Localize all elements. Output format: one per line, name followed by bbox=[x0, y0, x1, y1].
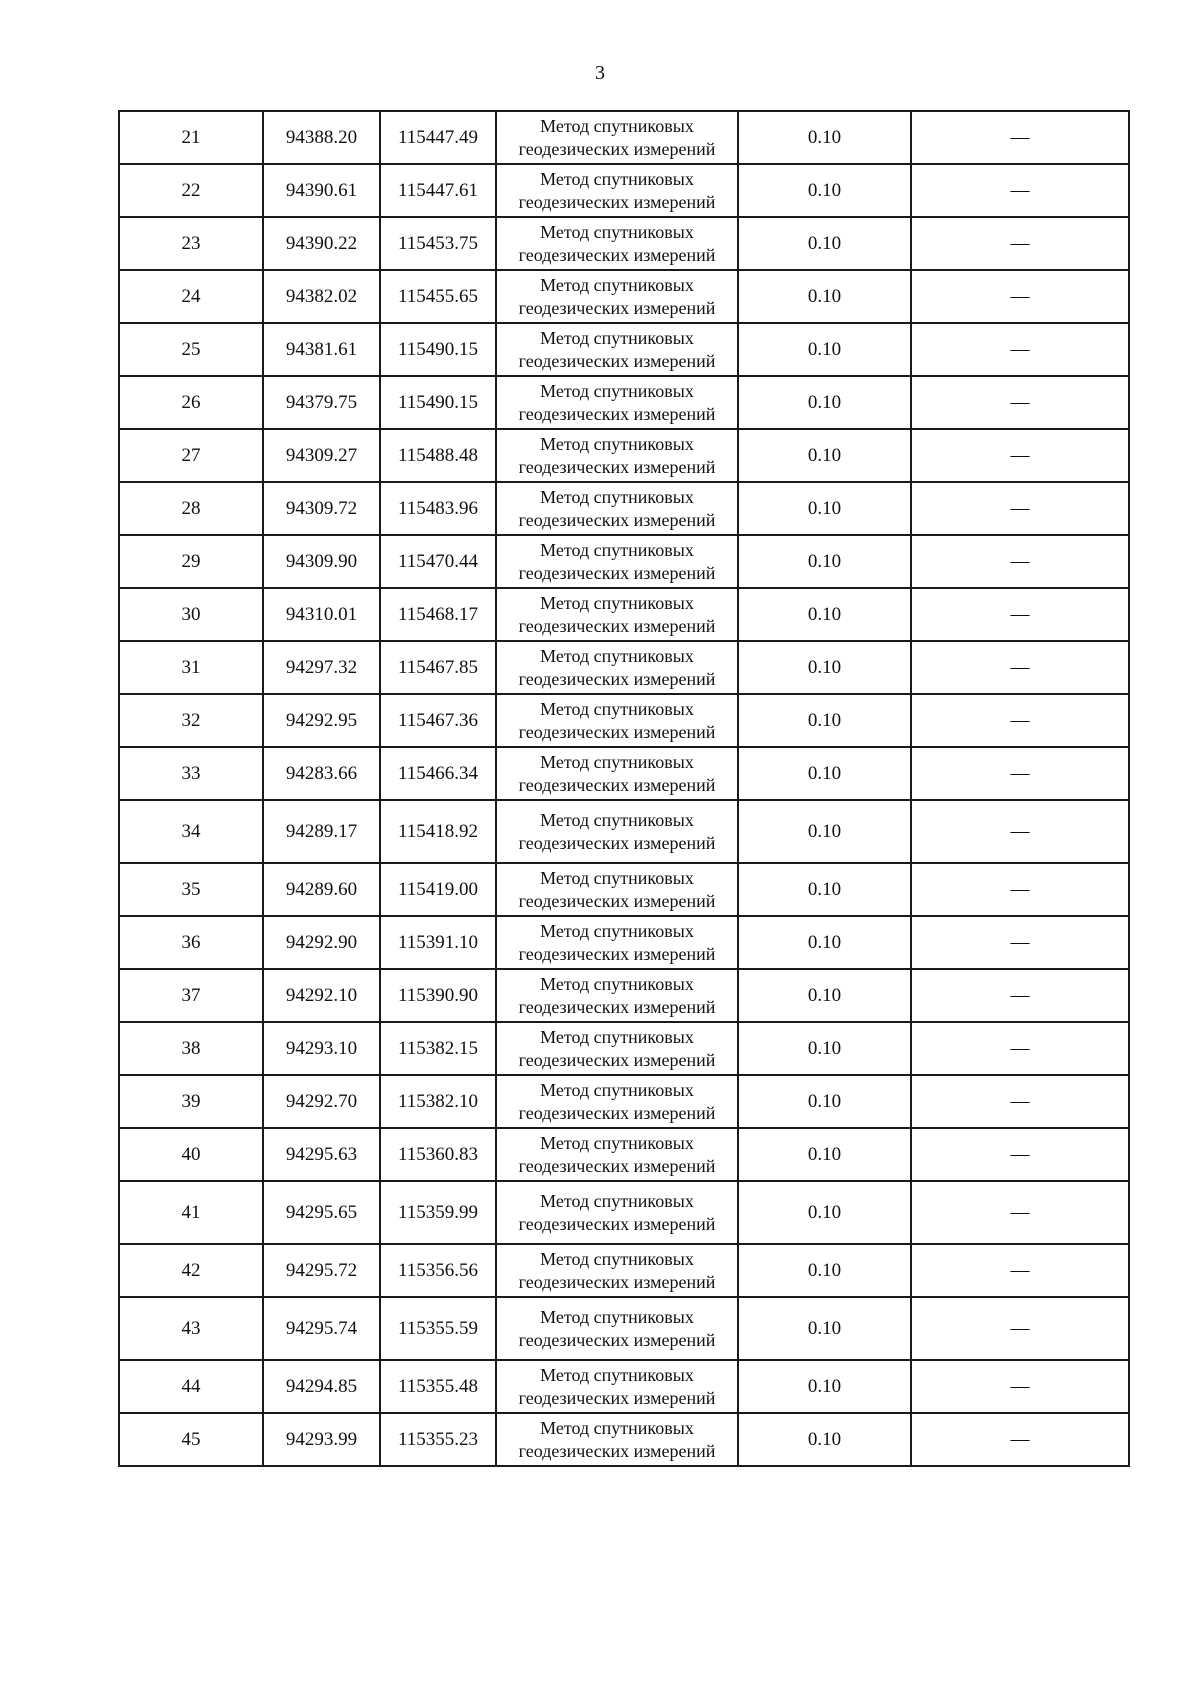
note: — bbox=[911, 270, 1129, 323]
method-line-1: Метод спутниковых bbox=[540, 867, 694, 888]
method-line-1: Метод спутниковых bbox=[540, 1026, 694, 1047]
accuracy: 0.10 bbox=[738, 641, 911, 694]
method-cell bbox=[496, 1181, 738, 1244]
note: — bbox=[911, 1413, 1129, 1466]
point-number: 33 bbox=[119, 747, 263, 800]
method-line-1: Метод спутниковых bbox=[540, 433, 694, 454]
method-line-1: Метод спутниковых bbox=[540, 1132, 694, 1153]
note: — bbox=[911, 164, 1129, 217]
accuracy: 0.10 bbox=[738, 535, 911, 588]
method-line-2: геодезических измерений bbox=[518, 1387, 716, 1408]
table-row bbox=[119, 1128, 1129, 1181]
note: — bbox=[911, 916, 1129, 969]
note: — bbox=[911, 111, 1129, 164]
method-line-1: Метод спутниковых bbox=[540, 1417, 694, 1438]
coord-x: 94297.32 bbox=[263, 641, 380, 694]
table-row bbox=[119, 588, 1129, 641]
coord-y: 115467.85 bbox=[380, 641, 496, 694]
table-row bbox=[119, 111, 1129, 164]
coord-x: 94289.17 bbox=[263, 800, 380, 863]
method-line-1: Метод спутниковых bbox=[540, 380, 694, 401]
coord-y: 115355.23 bbox=[380, 1413, 496, 1466]
method-line-1: Метод спутниковых bbox=[540, 973, 694, 994]
method-line-2: геодезических измерений bbox=[518, 1049, 716, 1070]
table-row bbox=[119, 800, 1129, 863]
method-line-1: Метод спутниковых bbox=[540, 1190, 694, 1211]
coord-y: 115453.75 bbox=[380, 217, 496, 270]
coord-x: 94379.75 bbox=[263, 376, 380, 429]
coordinates-table-body bbox=[119, 111, 1129, 1466]
coord-y: 115466.34 bbox=[380, 747, 496, 800]
accuracy: 0.10 bbox=[738, 1244, 911, 1297]
coord-x: 94382.02 bbox=[263, 270, 380, 323]
method-line-2: геодезических измерений bbox=[518, 244, 716, 265]
accuracy: 0.10 bbox=[738, 323, 911, 376]
method-cell bbox=[496, 376, 738, 429]
method-line-2: геодезических измерений bbox=[518, 1329, 716, 1350]
point-number: 24 bbox=[119, 270, 263, 323]
coord-y: 115418.92 bbox=[380, 800, 496, 863]
method-line-2: геодезических измерений bbox=[518, 138, 716, 159]
note: — bbox=[911, 641, 1129, 694]
coord-x: 94292.10 bbox=[263, 969, 380, 1022]
accuracy: 0.10 bbox=[738, 588, 911, 641]
accuracy: 0.10 bbox=[738, 1360, 911, 1413]
note: — bbox=[911, 1244, 1129, 1297]
coord-y: 115382.15 bbox=[380, 1022, 496, 1075]
table-row bbox=[119, 535, 1129, 588]
method-line-2: геодезических измерений bbox=[518, 350, 716, 371]
accuracy: 0.10 bbox=[738, 270, 911, 323]
point-number: 38 bbox=[119, 1022, 263, 1075]
method-line-2: геодезических измерений bbox=[518, 615, 716, 636]
method-line-2: геодезических измерений bbox=[518, 1271, 716, 1292]
point-number: 23 bbox=[119, 217, 263, 270]
point-number: 36 bbox=[119, 916, 263, 969]
table-row bbox=[119, 1022, 1129, 1075]
coord-y: 115490.15 bbox=[380, 323, 496, 376]
accuracy: 0.10 bbox=[738, 1413, 911, 1466]
coord-y: 115455.65 bbox=[380, 270, 496, 323]
method-line-2: геодезических измерений bbox=[518, 403, 716, 424]
method-cell bbox=[496, 916, 738, 969]
coord-x: 94390.61 bbox=[263, 164, 380, 217]
point-number: 26 bbox=[119, 376, 263, 429]
accuracy: 0.10 bbox=[738, 111, 911, 164]
coord-x: 94388.20 bbox=[263, 111, 380, 164]
coordinates-table bbox=[118, 110, 1130, 1467]
point-number: 32 bbox=[119, 694, 263, 747]
note: — bbox=[911, 376, 1129, 429]
table-row bbox=[119, 164, 1129, 217]
method-cell bbox=[496, 323, 738, 376]
point-number: 25 bbox=[119, 323, 263, 376]
coord-x: 94295.63 bbox=[263, 1128, 380, 1181]
note: — bbox=[911, 1297, 1129, 1360]
method-cell bbox=[496, 1075, 738, 1128]
point-number: 28 bbox=[119, 482, 263, 535]
note: — bbox=[911, 747, 1129, 800]
method-cell bbox=[496, 863, 738, 916]
coord-y: 115355.48 bbox=[380, 1360, 496, 1413]
coord-x: 94292.95 bbox=[263, 694, 380, 747]
point-number: 45 bbox=[119, 1413, 263, 1466]
method-cell bbox=[496, 641, 738, 694]
coord-y: 115467.36 bbox=[380, 694, 496, 747]
method-line-1: Метод спутниковых bbox=[540, 327, 694, 348]
point-number: 29 bbox=[119, 535, 263, 588]
table-row bbox=[119, 1244, 1129, 1297]
coord-x: 94309.90 bbox=[263, 535, 380, 588]
note: — bbox=[911, 1360, 1129, 1413]
method-line-1: Метод спутниковых bbox=[540, 486, 694, 507]
coord-x: 94293.99 bbox=[263, 1413, 380, 1466]
method-line-2: геодезических измерений bbox=[518, 191, 716, 212]
method-line-1: Метод спутниковых bbox=[540, 115, 694, 136]
method-line-2: геодезических измерений bbox=[518, 1440, 716, 1461]
note: — bbox=[911, 1181, 1129, 1244]
coord-y: 115470.44 bbox=[380, 535, 496, 588]
accuracy: 0.10 bbox=[738, 1075, 911, 1128]
table-row bbox=[119, 747, 1129, 800]
coord-y: 115355.59 bbox=[380, 1297, 496, 1360]
coord-y: 115447.49 bbox=[380, 111, 496, 164]
accuracy: 0.10 bbox=[738, 482, 911, 535]
coord-x: 94295.72 bbox=[263, 1244, 380, 1297]
point-number: 44 bbox=[119, 1360, 263, 1413]
point-number: 42 bbox=[119, 1244, 263, 1297]
coord-x: 94390.22 bbox=[263, 217, 380, 270]
point-number: 41 bbox=[119, 1181, 263, 1244]
method-line-2: геодезических измерений bbox=[518, 996, 716, 1017]
method-line-2: геодезических измерений bbox=[518, 1102, 716, 1123]
table-row bbox=[119, 1297, 1129, 1360]
method-line-2: геодезических измерений bbox=[518, 509, 716, 530]
method-line-1: Метод спутниковых bbox=[540, 592, 694, 613]
method-cell bbox=[496, 1413, 738, 1466]
method-cell bbox=[496, 1022, 738, 1075]
coord-x: 94381.61 bbox=[263, 323, 380, 376]
coord-x: 94295.74 bbox=[263, 1297, 380, 1360]
table-row bbox=[119, 969, 1129, 1022]
table-row bbox=[119, 429, 1129, 482]
accuracy: 0.10 bbox=[738, 1181, 911, 1244]
point-number: 30 bbox=[119, 588, 263, 641]
table-row bbox=[119, 916, 1129, 969]
method-line-2: геодезических измерений bbox=[518, 890, 716, 911]
page-number: 3 bbox=[595, 62, 605, 84]
method-cell bbox=[496, 1360, 738, 1413]
coord-x: 94295.65 bbox=[263, 1181, 380, 1244]
method-line-1: Метод спутниковых bbox=[540, 809, 694, 830]
point-number: 27 bbox=[119, 429, 263, 482]
coord-x: 94309.72 bbox=[263, 482, 380, 535]
method-line-1: Метод спутниковых bbox=[540, 1364, 694, 1385]
point-number: 21 bbox=[119, 111, 263, 164]
note: — bbox=[911, 323, 1129, 376]
note: — bbox=[911, 1075, 1129, 1128]
coord-y: 115390.90 bbox=[380, 969, 496, 1022]
accuracy: 0.10 bbox=[738, 217, 911, 270]
point-number: 37 bbox=[119, 969, 263, 1022]
coord-y: 115468.17 bbox=[380, 588, 496, 641]
method-cell bbox=[496, 429, 738, 482]
coord-y: 115419.00 bbox=[380, 863, 496, 916]
note: — bbox=[911, 800, 1129, 863]
point-number: 31 bbox=[119, 641, 263, 694]
accuracy: 0.10 bbox=[738, 863, 911, 916]
coord-y: 115490.15 bbox=[380, 376, 496, 429]
coord-x: 94309.27 bbox=[263, 429, 380, 482]
table-row bbox=[119, 323, 1129, 376]
table-row bbox=[119, 1413, 1129, 1466]
accuracy: 0.10 bbox=[738, 800, 911, 863]
method-cell bbox=[496, 1244, 738, 1297]
accuracy: 0.10 bbox=[738, 164, 911, 217]
coord-y: 115391.10 bbox=[380, 916, 496, 969]
method-cell bbox=[496, 800, 738, 863]
table-row bbox=[119, 1181, 1129, 1244]
method-cell bbox=[496, 694, 738, 747]
method-line-2: геодезических измерений bbox=[518, 1213, 716, 1234]
method-line-1: Метод спутниковых bbox=[540, 221, 694, 242]
method-line-1: Метод спутниковых bbox=[540, 168, 694, 189]
note: — bbox=[911, 1128, 1129, 1181]
point-number: 40 bbox=[119, 1128, 263, 1181]
accuracy: 0.10 bbox=[738, 694, 911, 747]
method-cell bbox=[496, 270, 738, 323]
note: — bbox=[911, 217, 1129, 270]
method-line-2: геодезических измерений bbox=[518, 668, 716, 689]
method-line-2: геодезических измерений bbox=[518, 297, 716, 318]
coord-x: 94293.10 bbox=[263, 1022, 380, 1075]
method-line-1: Метод спутниковых bbox=[540, 751, 694, 772]
coord-y: 115488.48 bbox=[380, 429, 496, 482]
method-line-1: Метод спутниковых bbox=[540, 539, 694, 560]
method-line-1: Метод спутниковых bbox=[540, 1306, 694, 1327]
method-cell bbox=[496, 747, 738, 800]
point-number: 34 bbox=[119, 800, 263, 863]
coord-y: 115483.96 bbox=[380, 482, 496, 535]
accuracy: 0.10 bbox=[738, 969, 911, 1022]
accuracy: 0.10 bbox=[738, 916, 911, 969]
coord-y: 115447.61 bbox=[380, 164, 496, 217]
table-row bbox=[119, 270, 1129, 323]
note: — bbox=[911, 863, 1129, 916]
method-line-2: геодезических измерений bbox=[518, 774, 716, 795]
method-line-2: геодезических измерений bbox=[518, 721, 716, 742]
table-row bbox=[119, 217, 1129, 270]
method-cell bbox=[496, 1297, 738, 1360]
accuracy: 0.10 bbox=[738, 1022, 911, 1075]
table-row bbox=[119, 482, 1129, 535]
coord-x: 94294.85 bbox=[263, 1360, 380, 1413]
point-number: 39 bbox=[119, 1075, 263, 1128]
coord-x: 94292.70 bbox=[263, 1075, 380, 1128]
coord-x: 94310.01 bbox=[263, 588, 380, 641]
method-cell bbox=[496, 217, 738, 270]
method-line-1: Метод спутниковых bbox=[540, 1079, 694, 1100]
accuracy: 0.10 bbox=[738, 1128, 911, 1181]
point-number: 35 bbox=[119, 863, 263, 916]
coord-y: 115359.99 bbox=[380, 1181, 496, 1244]
accuracy: 0.10 bbox=[738, 376, 911, 429]
accuracy: 0.10 bbox=[738, 1297, 911, 1360]
note: — bbox=[911, 535, 1129, 588]
method-line-1: Метод спутниковых bbox=[540, 645, 694, 666]
method-line-2: геодезических измерений bbox=[518, 562, 716, 583]
method-line-2: геодезических измерений bbox=[518, 943, 716, 964]
method-line-2: геодезических измерений bbox=[518, 1155, 716, 1176]
point-number: 43 bbox=[119, 1297, 263, 1360]
table-row bbox=[119, 694, 1129, 747]
method-cell bbox=[496, 111, 738, 164]
table-row bbox=[119, 1360, 1129, 1413]
method-line-1: Метод спутниковых bbox=[540, 1248, 694, 1269]
method-cell bbox=[496, 1128, 738, 1181]
note: — bbox=[911, 694, 1129, 747]
note: — bbox=[911, 429, 1129, 482]
table-row bbox=[119, 863, 1129, 916]
table-row bbox=[119, 1075, 1129, 1128]
coord-x: 94292.90 bbox=[263, 916, 380, 969]
method-line-2: геодезических измерений bbox=[518, 456, 716, 477]
method-cell bbox=[496, 969, 738, 1022]
coord-x: 94289.60 bbox=[263, 863, 380, 916]
accuracy: 0.10 bbox=[738, 747, 911, 800]
table-row bbox=[119, 376, 1129, 429]
coord-x: 94283.66 bbox=[263, 747, 380, 800]
note: — bbox=[911, 482, 1129, 535]
method-line-1: Метод спутниковых bbox=[540, 920, 694, 941]
table-row bbox=[119, 641, 1129, 694]
coord-y: 115356.56 bbox=[380, 1244, 496, 1297]
point-number: 22 bbox=[119, 164, 263, 217]
method-line-1: Метод спутниковых bbox=[540, 698, 694, 719]
note: — bbox=[911, 588, 1129, 641]
method-line-1: Метод спутниковых bbox=[540, 274, 694, 295]
coord-y: 115360.83 bbox=[380, 1128, 496, 1181]
method-cell bbox=[496, 164, 738, 217]
method-line-2: геодезических измерений bbox=[518, 832, 716, 853]
accuracy: 0.10 bbox=[738, 429, 911, 482]
method-cell bbox=[496, 535, 738, 588]
method-cell bbox=[496, 588, 738, 641]
note: — bbox=[911, 969, 1129, 1022]
method-cell bbox=[496, 482, 738, 535]
note: — bbox=[911, 1022, 1129, 1075]
coord-y: 115382.10 bbox=[380, 1075, 496, 1128]
